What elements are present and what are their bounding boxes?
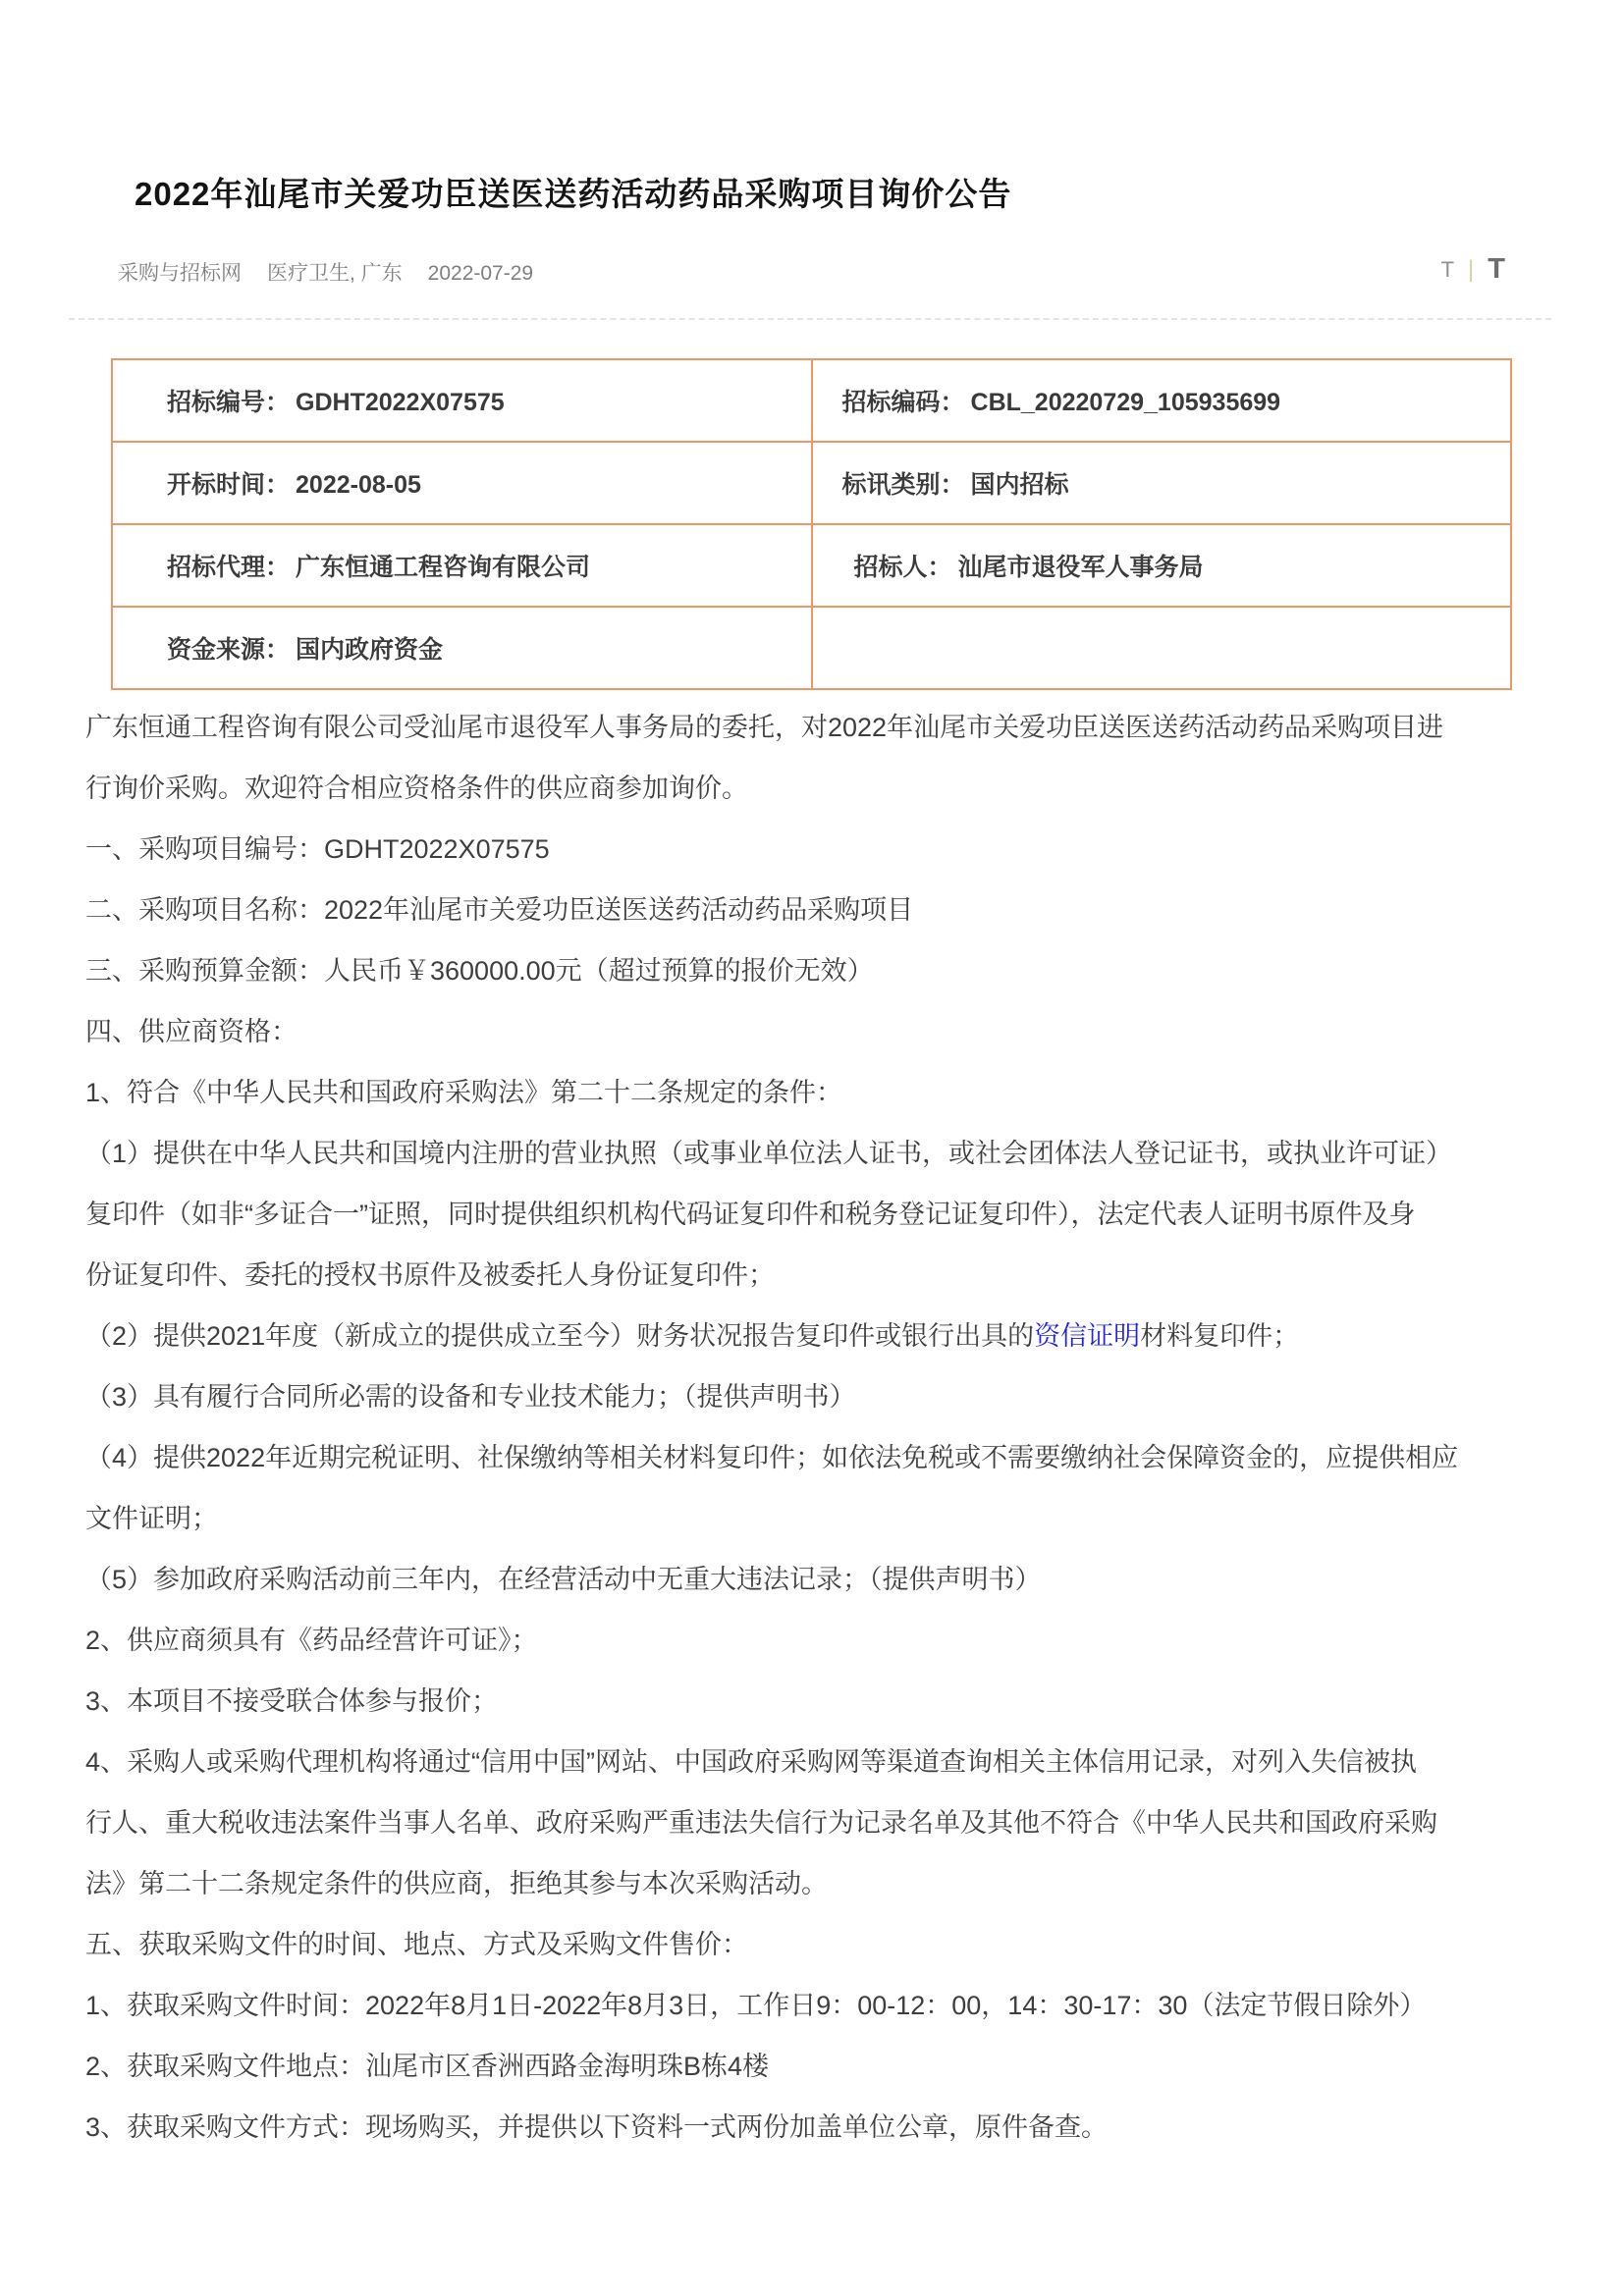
meta-source: 采购与招标网 bbox=[118, 262, 242, 285]
body-line: （3）具有履行合同所必需的设备和专业技术能力；（提供声明书） bbox=[85, 1382, 856, 1412]
body-line: 3、本项目不接受联合体参与报价； bbox=[85, 1686, 499, 1716]
agent-cell bbox=[112, 524, 812, 607]
body-line-section-five: 五、获取采购文件的时间、地点、方式及采购文件售价： bbox=[85, 1930, 748, 1959]
meta-category: 医疗卫生, 广东 bbox=[267, 262, 403, 285]
tenderee-label: 招标人： bbox=[853, 554, 952, 581]
article-meta bbox=[118, 257, 559, 287]
notice-type-value: 国内招标 bbox=[970, 471, 1069, 499]
header-divider bbox=[69, 318, 1551, 320]
bid-code-label: 招标编码： bbox=[841, 389, 965, 416]
meta-date: 2022-07-29 bbox=[427, 262, 534, 285]
font-smaller-button[interactable]: T bbox=[1440, 256, 1455, 282]
body-line: 广东恒通工程咨询有限公司受汕尾市退役军人事务局的委托，对2022年汕尾市关爱功臣送医送药活动药品采购项目进 bbox=[85, 713, 1444, 742]
credit-certificate-link[interactable]: 资信证明 bbox=[1034, 1321, 1141, 1351]
body-line-doc-time: 1、获取采购文件时间：2022年8月1日-2022年8月3日，工作日9：00-12：00，14：30-17：30（法定节假日除外） bbox=[85, 1991, 1427, 2020]
body-line-budget: 三、采购预算金额：人民币￥360000.00元（超过预算的报价无效） bbox=[85, 956, 874, 986]
table-row bbox=[112, 359, 1511, 442]
agent-label: 招标代理： bbox=[167, 554, 291, 581]
agent-value: 广东恒通工程咨询有限公司 bbox=[296, 554, 591, 581]
body-line: （1）提供在中华人民共和国境内注册的营业执照（或事业单位法人证书，或社会团体法人登记证书，或执业许可证） bbox=[85, 1139, 1453, 1168]
empty-cell bbox=[812, 607, 1512, 689]
body-line: 法》第二十二条规定条件的供应商，拒绝其参与本次采购活动。 bbox=[85, 1869, 828, 1898]
notice-type-label: 标讯类别： bbox=[841, 471, 965, 499]
bid-info-table bbox=[111, 358, 1512, 690]
body-line-with-link bbox=[85, 1306, 1553, 1366]
fund-source-cell bbox=[112, 607, 812, 689]
table-row bbox=[112, 442, 1511, 524]
font-size-toggle bbox=[1441, 253, 1505, 286]
body-line: （5）参加政府采购活动前三年内，在经营活动中无重大违法记录；（提供声明书） bbox=[85, 1565, 1042, 1594]
fund-source-label: 资金来源： bbox=[167, 636, 291, 664]
notice-type-cell bbox=[812, 442, 1512, 524]
bid-number-label: 招标编号： bbox=[167, 389, 291, 416]
body-line: 2、供应商须具有《药品经营许可证》； bbox=[85, 1626, 538, 1655]
open-date-label: 开标时间： bbox=[167, 471, 291, 499]
table-row bbox=[112, 607, 1511, 689]
body-line-project-name: 二、采购项目名称：2022年汕尾市关爱功臣送医送药活动药品采购项目 bbox=[85, 895, 914, 925]
body-line-supplier-qualification-heading: 四、供应商资格： bbox=[85, 1017, 298, 1046]
body-line: 4、采购人或采购代理机构将通过“信用中国”网站、中国政府采购网等渠道查询相关主体信用记录，对列入失信被执 bbox=[85, 1747, 1417, 1777]
page-title: 2022年汕尾市关爱功臣送医送药活动药品采购项目询价公告 bbox=[135, 176, 1012, 213]
bid-code-value: CBL_20220729_105935699 bbox=[970, 389, 1281, 416]
font-larger-button[interactable]: T bbox=[1488, 253, 1505, 285]
body-line-doc-method: 3、获取采购文件方式：现场购买，并提供以下资料一式两份加盖单位公章，原件备查。 bbox=[85, 2112, 1109, 2142]
body-line: 文件证明； bbox=[85, 1504, 218, 1533]
body-line: 份证复印件、委托的授权书原件及被委托人身份证复印件； bbox=[85, 1260, 775, 1290]
link-line-after: 材料复印件； bbox=[1140, 1321, 1300, 1351]
link-line-before: （2）提供2021年度（新成立的提供成立至今）财务状况报告复印件或银行出具的 bbox=[85, 1321, 1035, 1351]
open-date-cell bbox=[112, 442, 812, 524]
tenderee-cell bbox=[812, 524, 1512, 607]
body-line: 行询价采购。欢迎符合相应资格条件的供应商参加询价。 bbox=[85, 774, 748, 803]
table-row bbox=[112, 524, 1511, 607]
announcement-body bbox=[85, 697, 1553, 2158]
body-line: 行人、重大税收违法案件当事人名单、政府采购严重违法失信行为记录名单及其他不符合《中华人民共和国政府采购 bbox=[85, 1808, 1437, 1838]
fund-source-value: 国内政府资金 bbox=[296, 636, 444, 664]
body-line: （4）提供2022年近期完税证明、社保缴纳等相关材料复印件；如依法免税或不需要缴纳社会保障资金的，应提供相应 bbox=[85, 1443, 1459, 1472]
bid-number-value: GDHT2022X07575 bbox=[296, 389, 505, 416]
body-line: 复印件（如非“多证合一”证照，同时提供组织机构代码证复印件和税务登记证复印件），法定代表人证明书原件及身 bbox=[85, 1200, 1416, 1229]
body-line: 1、符合《中华人民共和国政府采购法》第二十二条规定的条件： bbox=[85, 1078, 843, 1107]
bid-number-cell bbox=[112, 359, 812, 442]
font-toggle-separator: | bbox=[1468, 255, 1475, 283]
body-line-project-number: 一、采购项目编号：GDHT2022X07575 bbox=[85, 834, 550, 864]
bid-code-cell bbox=[812, 359, 1512, 442]
body-line-doc-place: 2、获取采购文件地点：汕尾市区香洲西路金海明珠B栋4楼 bbox=[85, 2052, 770, 2081]
tenderee-value: 汕尾市退役军人事务局 bbox=[957, 554, 1204, 581]
open-date-value: 2022-08-05 bbox=[296, 471, 421, 499]
